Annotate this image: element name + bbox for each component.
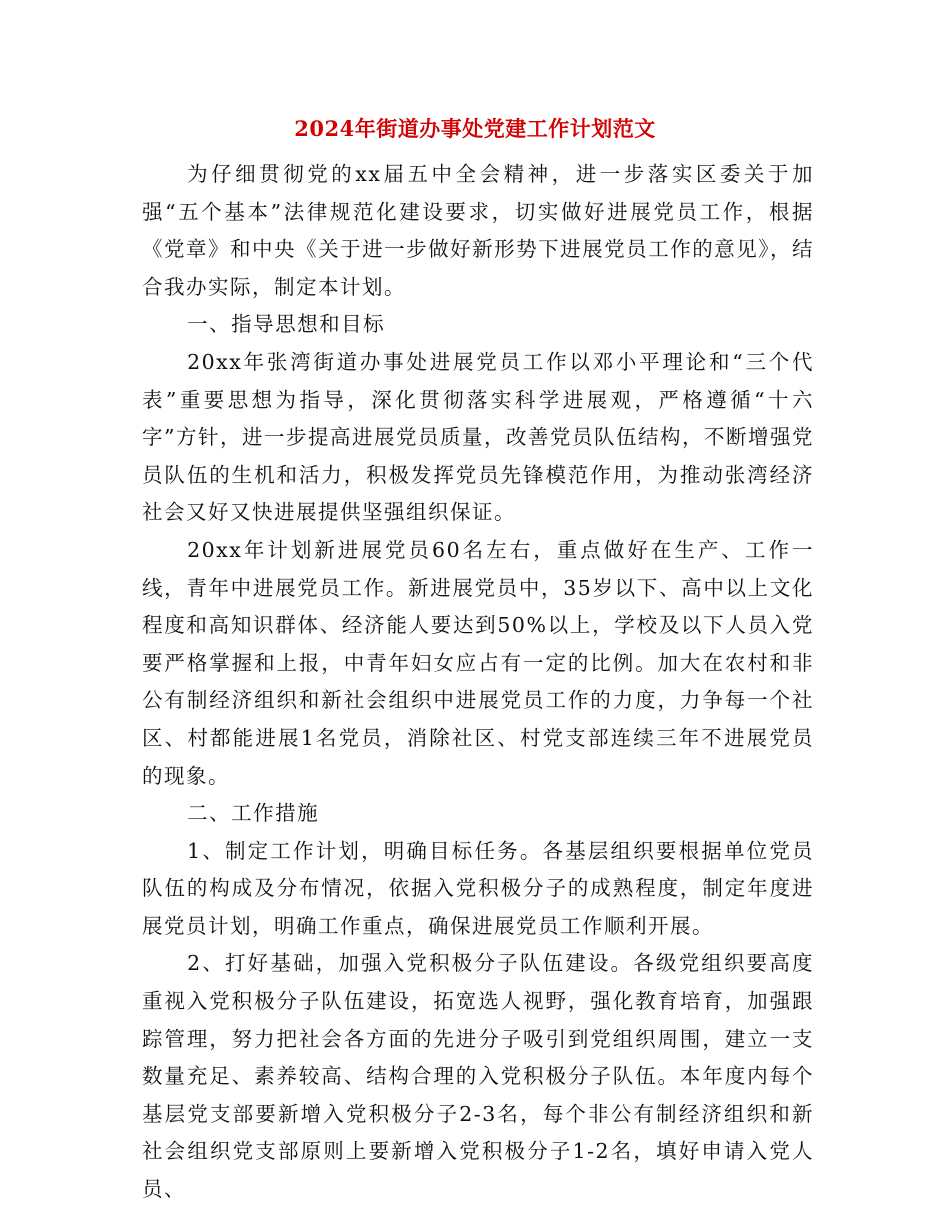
document-title: 2024年街道办事处党建工作计划范文 [294, 116, 656, 141]
section-heading-2: 二、工作措施 [187, 801, 320, 826]
intro-paragraph: 为仔细贯彻党的xx届五中全会精神，进一步落实区委关于加强“五个基本”法律规范化建设要求，切实做好进展党员工作，根据《党章》和中央《关于进一步做好新形势下进展党员工作的意见》，结合我办实际，制定本计划。 [142, 162, 814, 299]
guiding-paragraph: 20xx年张湾街道办事处进展党员工作以邓小平理论和“三个代表”重要思想为指导，深化贯彻落实科学进展观，严格遵循“十六字”方针，进一步提高进展党员质量，改善党员队伍结构，不断增强党员队伍的生机和活力，积极发挥党员先锋模范作用，为推动张湾经济社会又好又快进展提供坚强组织保证。 [142, 349, 814, 525]
measure-1-paragraph: 1、制定工作计划，明确目标任务。各基层组织要根据单位党员队伍的构成及分布情况，依据入党积极分子的成熟程度，制定年度进展党员计划，明确工作重点，确保进展党员工作顺利开展。 [142, 838, 814, 938]
measure-2-paragraph: 2、打好基础，加强入党积极分子队伍建设。各级党组织要高度重视入党积极分子队伍建设，拓宽选人视野，强化教育培育，加强跟踪管理，努力把社会各方面的先进分子吸引到党组织周围，建立一支数量充足、素养较高、结构合理的入党积极分子队伍。本年度内每个基层党支部要新增入党积极分子2-3名，每个非公有制经济组织和新社会组织党支部原则上要新增入党积极分子1-2名，填好申请入党人员、 [142, 951, 814, 1202]
target-paragraph: 20xx年计划新进展党员60名左右，重点做好在生产、工作一线，青年中进展党员工作。新进展党员中，35岁以下、高中以上文化程度和高知识群体、经济能人要达到50%以上，学校及以下人员入党要严格掌握和上报，中青年妇女应占有一定的比例。加大在农村和非公有制经济组织和新社会组织中进展党员工作的力度，力争每一个社区、村都能进展1名党员，消除社区、村党支部连续三年不进展党员的现象。 [142, 537, 814, 788]
document-body [142, 156, 814, 1209]
section-heading-1: 一、指导思想和目标 [187, 312, 386, 337]
